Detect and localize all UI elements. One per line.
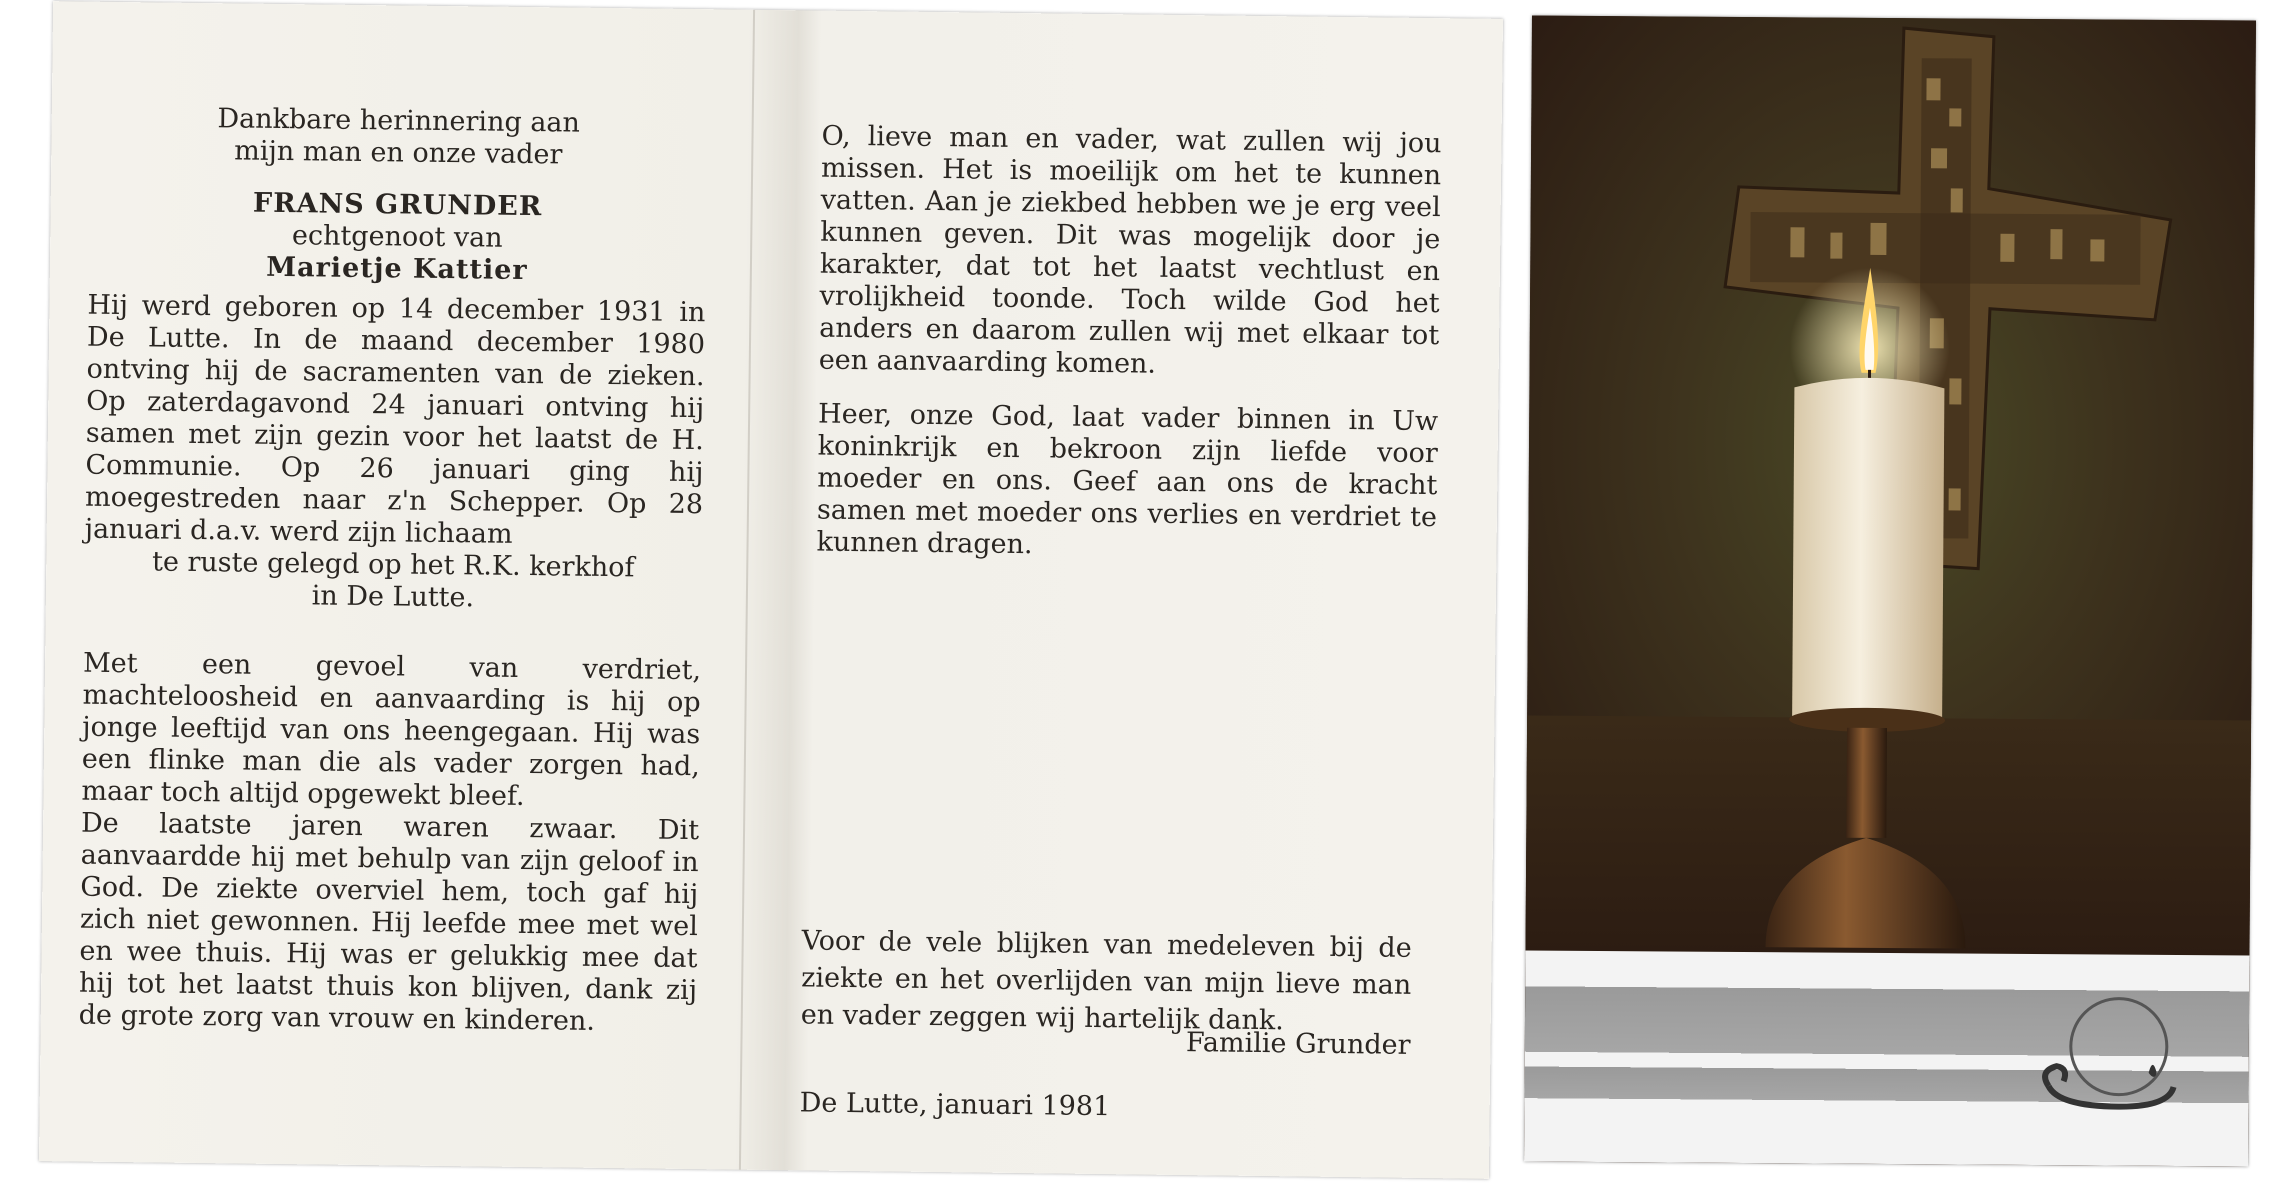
signature-block [800,1022,1410,1060]
prayer-paragraph: Heer, onze God, laat vader binnen in Uw koninkrijk en bekroon zijn liefde voor moeder en ons. Geef aan ons de kracht samen met moeder ons verlies en verdriet te kunnen dragen. [816,398,1439,561]
reflection-paragraph-2: De laatste jaren waren zwaar. Dit aanvaardde hij met behulp van zijn geloof in God. De ziekte overviel hem, toch gaf hij zich niet gewonnen. Hij leefde mee met wel en wee thuis. Hij was er gelukkig mee dat hij tot het laatst thuis kon blijven, dank zij de grote zorg van vrouw en kinderen. [78,807,700,1037]
heading-line-2: mijn man en onze vader [234,135,563,171]
family-signature: Familie Grunder [1185,1027,1411,1061]
left-panel [79,102,708,1039]
decorative-band [1524,950,2249,1166]
fold-line [739,10,755,1170]
spouse-name: Marietje Kattier [265,251,528,287]
memorial-card-inner-spread [39,1,1503,1179]
oil-lamp-icon [2028,976,2189,1137]
biography-text: Hij werd geboren op 14 december 1931 in De Lutte. In de maand december 1980 ontving hij de sacramenten van de zieken. Op zaterdagavond 24 januari ontving hij samen met zijn gezin voor het laatst de H. Communie. Op 26 januari ging hij moegestreden naar z'n Schepper. Op 28 januari d.a.v. werd zijn lichaam [84,289,706,550]
reflection-paragraph-1: Met een gevoel van verdriet, machteloosheid en aanvaarding is hij op jonge leeftijd van ons heengegaan. Hij was een flinke man die als vader zorgen had, maar toch altijd opgewekt bleef. [81,647,702,813]
candle-photo [1525,15,2256,960]
deceased-name: FRANS GRUNDER [252,187,543,223]
right-panel [816,121,1441,567]
relation-text: echtgenoot van [291,220,503,254]
burial-line-1: te ruste gelegd op het R.K. kerkhof [151,546,635,584]
memorial-card-front [1524,15,2256,1166]
heading-line-1: Dankbare herinnering aan [217,103,581,139]
thanks-paragraph: Voor de vele blijken van medeleven bij de ziekte en het overlijden van mijn lieve man en vader zeggen wij hartelijk dank. [800,925,1412,1037]
address-paragraph: O, lieve man en vader, wat zullen wij jou missen. Het is moeilijk om het te kunnen vatten. Aan je ziekbed hebben we je erg veel kunnen geven. Dit was mogelijk door je karakter, dat tot het laatst vechtlust en vrolijkheid toonde. Toch wilde God het anders en daarom zullen wij met elkaar tot een aanvaarding komen. [818,120,1442,380]
place-date: De Lutte, januari 1981 [799,1087,1111,1123]
burial-line-2: in De Lutte. [311,580,475,614]
